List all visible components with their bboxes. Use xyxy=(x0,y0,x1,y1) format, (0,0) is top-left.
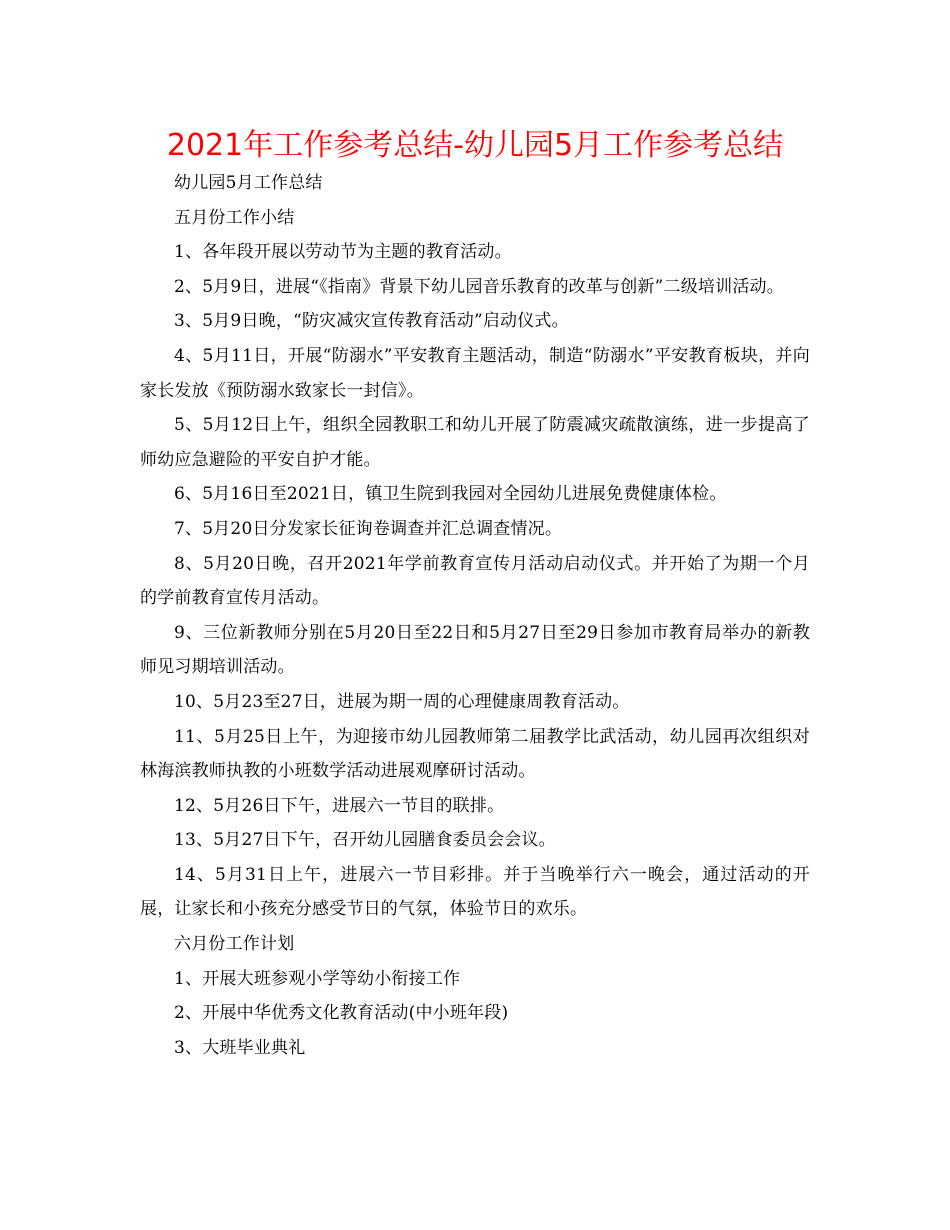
paragraph: 3、大班毕业典礼 xyxy=(174,1037,306,1058)
paragraph: 六月份工作计划 xyxy=(174,934,295,955)
document-body xyxy=(140,166,810,1065)
paragraph: 6、5月16日至2021日，镇卫生院到我园对全园幼儿进展免费健康体检。 xyxy=(174,484,727,505)
paragraph: 1、各年段开展以劳动节为主题的教育活动。 xyxy=(174,242,512,263)
paragraph: 1、开展大班参观小学等幼小衔接工作 xyxy=(174,968,461,989)
document-title: 2021年工作参考总结-幼儿园5月工作参考总结 xyxy=(166,128,784,163)
paragraph: 7、5月20日分发家长征询卷调查并汇总调查情况。 xyxy=(174,518,563,539)
paragraph: 5、5月12日上午，组织全园教职工和幼儿开展了防震减灾疏散演练，进一步提高了师幼应急避险的平安自护才能。 xyxy=(140,415,810,470)
paragraph: 9、三位新教师分别在5月20日至22日和5月27日至29日参加市教育局举办的新教师见习期培训活动。 xyxy=(140,622,810,678)
paragraph: 2、开展中华优秀文化教育活动(中小班年段) xyxy=(174,1003,509,1024)
paragraph: 11、5月25日上午，为迎接市幼儿园教师第二届教学比武活动，幼儿园再次组织对林海滨教师执教的小班数学活动进展观摩研讨活动。 xyxy=(140,726,810,782)
paragraph: 4、5月11日，开展“防溺水”平安教育主题活动，制造“防溺水”平安教育板块，并向家长发放《预防溺水致家长一封信》。 xyxy=(140,345,810,401)
paragraph: 10、5月23至27日，进展为期一周的心理健康周教育活动。 xyxy=(174,691,630,712)
paragraph: 2、5月9日，进展“《指南》背景下幼儿园音乐教育的改革与创新”二级培训活动。 xyxy=(174,276,784,297)
paragraph: 13、5月27日下午，召开幼儿园膳食委员会会议。 xyxy=(174,830,556,851)
paragraph: 12、5月26日下午，进展六一节目的联排。 xyxy=(174,795,505,816)
paragraph: 14、5月31日上午，进展六一节目彩排。并于当晚举行六一晚会，通过活动的开展，让家长和小孩充分感受节日的气氛，体验节日的欢乐。 xyxy=(140,864,810,920)
paragraph: 幼儿园5月工作总结 xyxy=(174,173,323,193)
paragraph: 3、5月9日晚，“防灾减灾宣传教育活动”启动仪式。 xyxy=(174,311,569,332)
paragraph: 五月份工作小结 xyxy=(174,207,295,228)
paragraph: 8、5月20日晚，召开2021年学前教育宣传月活动启动仪式。并开始了为期一个月的学前教育宣传月活动。 xyxy=(140,553,810,609)
